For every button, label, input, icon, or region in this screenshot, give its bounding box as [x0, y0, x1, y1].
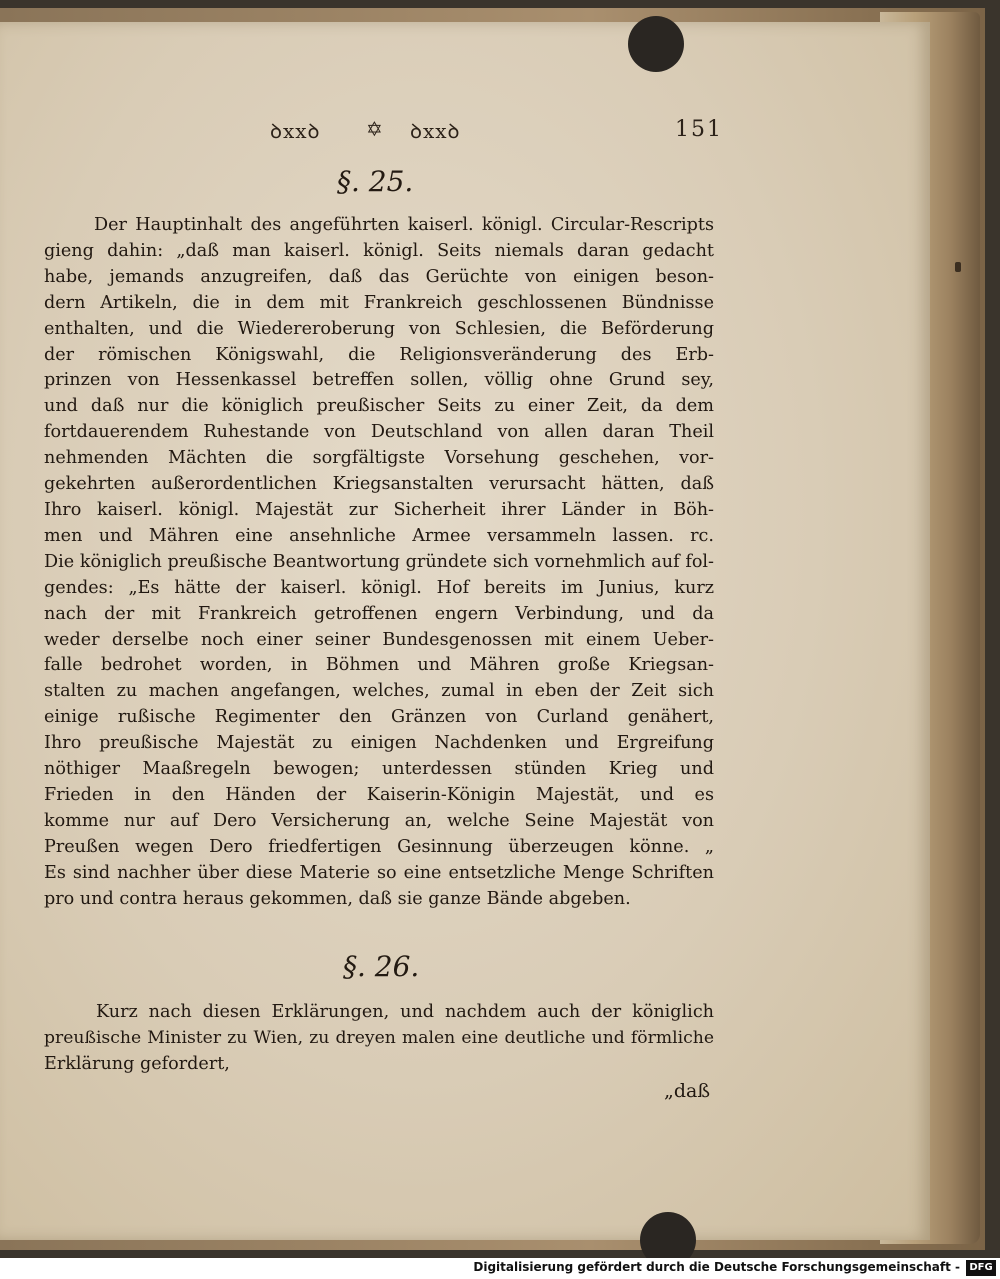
- text-line: nehmenden Mächten die sorgfältigste Vorsehung geschehen, vor-: [44, 448, 714, 469]
- running-header: [270, 117, 700, 145]
- section-25-text: [44, 213, 714, 912]
- text-line: gendes: „Es hätte der kaiserl. königl. Hof bereits im Junius, kurz: [44, 577, 714, 598]
- margin-mark: [955, 262, 961, 272]
- text-line: Ihro kaiserl. königl. Majestät zur Sicherheit ihrer Länder in Böh-: [44, 499, 714, 520]
- ornament-right-icon: ꝺxxꝺ: [410, 119, 461, 143]
- text-line: Ihro preußische Majestät zu einigen Nachdenken und Ergreifung: [44, 733, 714, 754]
- text-line: Es sind nachher über diese Materie so eine entsetzliche Menge Schriften: [44, 862, 714, 883]
- text-line: Kurz nach diesen Erklärungen, und nachdem auch der königlich: [96, 1002, 714, 1022]
- footer-bar: [0, 1258, 1000, 1279]
- text-line: einige rußische Regimenter den Gränzen von Curland genähert,: [44, 707, 714, 728]
- star-ornament-icon: ✡: [366, 117, 384, 141]
- catchword: „daß: [664, 1080, 711, 1102]
- text-line: fortdauerendem Ruhestande von Deutschland von allen daran Theil: [44, 422, 714, 443]
- top-scan-hole: [628, 16, 684, 72]
- text-line: komme nur auf Dero Versicherung an, welche Seine Majestät von: [44, 810, 714, 831]
- ornament-left-icon: ꝺxxꝺ: [270, 119, 321, 143]
- text-line: enthalten, und die Wiedereroberung von Schlesien, die Beförderung: [44, 318, 714, 339]
- text-line: habe, jemands anzugreifen, daß das Gerüchte von einigen beson-: [44, 266, 714, 287]
- text-line: gieng dahin: „daß man kaiserl. königl. Seits niemals daran gedacht: [44, 240, 714, 261]
- text-line: nöthiger Maaßregeln bewogen; unterdessen stünden Krieg und: [44, 759, 714, 780]
- text-line: Der Hauptinhalt des angeführten kaiserl. königl. Circular-Rescripts: [94, 215, 714, 235]
- section-heading-26: §. 26.: [343, 950, 420, 983]
- text-line: pro und contra heraus gekommen, daß sie ganze Bände abgeben.: [44, 888, 631, 909]
- dfg-logo-icon: DFG: [966, 1260, 996, 1276]
- text-line: prinzen von Hessenkassel betreffen sollen, völlig ohne Grund sey,: [44, 370, 714, 391]
- text-line: dern Artikeln, die in dem mit Frankreich geschlossenen Bündnisse: [44, 292, 714, 313]
- text-line: falle bedrohet worden, in Böhmen und Mähren große Kriegsan-: [44, 655, 714, 676]
- text-line: Preußen wegen Dero friedfertigen Gesinnung überzeugen könne. „: [44, 836, 714, 857]
- section-26-text: [44, 1000, 714, 1078]
- text-line: Erklärung gefordert,: [44, 1053, 230, 1074]
- text-line: der römischen Königswahl, die Religionsveränderung des Erb-: [44, 344, 714, 365]
- text-line: gekehrten außerordentlichen Kriegsanstalten verursacht hätten, daß: [44, 474, 714, 495]
- text-line: weder derselbe noch einer seiner Bundesgenossen mit einem Ueber-: [44, 629, 714, 650]
- page-number: 151: [675, 117, 723, 142]
- text-line: men und Mähren eine ansehnliche Armee versammeln lassen. rc.: [44, 525, 714, 546]
- funding-notice: Digitalisierung gefördert durch die Deutsche Forschungsgemeinschaft -: [473, 1260, 960, 1274]
- text-line: Frieden in den Händen der Kaiserin-Königin Majestät, und es: [44, 784, 714, 805]
- section-heading-25: §. 25.: [337, 165, 414, 198]
- text-line: und daß nur die königlich preußischer Seits zu einer Zeit, da dem: [44, 396, 714, 417]
- text-line: nach der mit Frankreich getroffenen engern Verbindung, und da: [44, 603, 714, 624]
- text-line: stalten zu machen angefangen, welches, zumal in eben der Zeit sich: [44, 681, 714, 702]
- text-line: preußische Minister zu Wien, zu dreyen malen eine deutliche und förmliche: [44, 1027, 714, 1048]
- text-line: Die königlich preußische Beantwortung gründete sich vornehmlich auf fol-: [44, 551, 714, 572]
